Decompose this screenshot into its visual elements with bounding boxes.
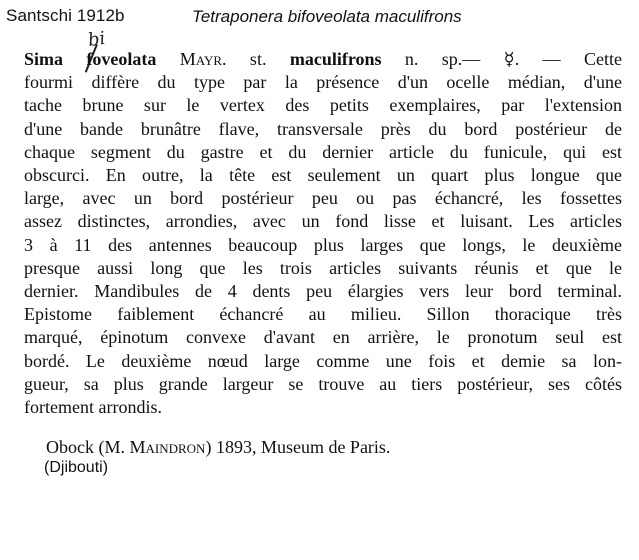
- rank-text: st.: [226, 49, 290, 69]
- handwritten-annotation: bi: [86, 27, 107, 52]
- locality-rest: ) 1893, Museum de Paris.: [205, 437, 391, 457]
- description-line: d'une bande brunâtre flave, transversale près du bord postérieur de: [24, 118, 622, 139]
- locality-line: [46, 437, 390, 458]
- collector-name: Maindron: [129, 437, 206, 457]
- subspecies-name: maculifrons: [289, 49, 382, 69]
- author-name: Mayr.: [179, 49, 227, 69]
- description-line: marqué, épinotum convexe d'avant en arrière, le pronotum seul est: [24, 327, 622, 348]
- description-line: fourmi diffère du type par la présence d'un ocelle médian, d'une: [24, 72, 622, 93]
- description-line: tache brune sur le vertex des petits exemplaires, par l'extension: [24, 95, 622, 116]
- species-description: [24, 48, 622, 419]
- description-line: presque aussi long que les trois articles suivants réunis et que le: [24, 257, 622, 278]
- status-text: n. sp.— ☿. — Cette: [381, 49, 622, 69]
- description-line: large, avec un bord postérieur peu ou pas échancré, les fossettes: [24, 188, 622, 209]
- description-line: gueur, sa plus grande largeur se trouve au tiers postérieur, ses côtés: [24, 373, 622, 394]
- description-line: Epistome faiblement échancré au milieu. Sillon thoracique très: [24, 304, 622, 325]
- species-name: foveolata: [86, 49, 157, 69]
- description-line: bordé. Le deuxième nœud large comme une fois et demie sa lon-: [24, 350, 622, 371]
- locality-note: (Djibouti): [44, 459, 109, 476]
- description-line: obscurci. En outre, la tête est seulement un quart plus longue que: [24, 165, 622, 186]
- page-header: [6, 6, 626, 28]
- description-line: fortement arrondis.: [24, 397, 162, 418]
- taxon-label: Tetraponera bifoveolata maculifrons: [192, 7, 462, 26]
- description-line: chaque segment du gastre et du dernier article du funicule, qui est: [24, 141, 622, 162]
- description-line: 3 à 11 des antennes beaucoup plus larges que longs, le deuxième: [24, 234, 622, 255]
- description-line: dernier. Mandibules de 4 dents peu élargies vers leur bord terminal.: [24, 281, 622, 302]
- genus-name: Sima: [24, 49, 64, 69]
- description-line: assez distinctes, arrondies, avec un fond lisse et luisant. Les articles: [24, 211, 622, 232]
- locality-place: Obock (M.: [46, 437, 130, 457]
- reference-label: Santschi 1912b: [6, 6, 125, 25]
- description-first-line: [24, 48, 622, 71]
